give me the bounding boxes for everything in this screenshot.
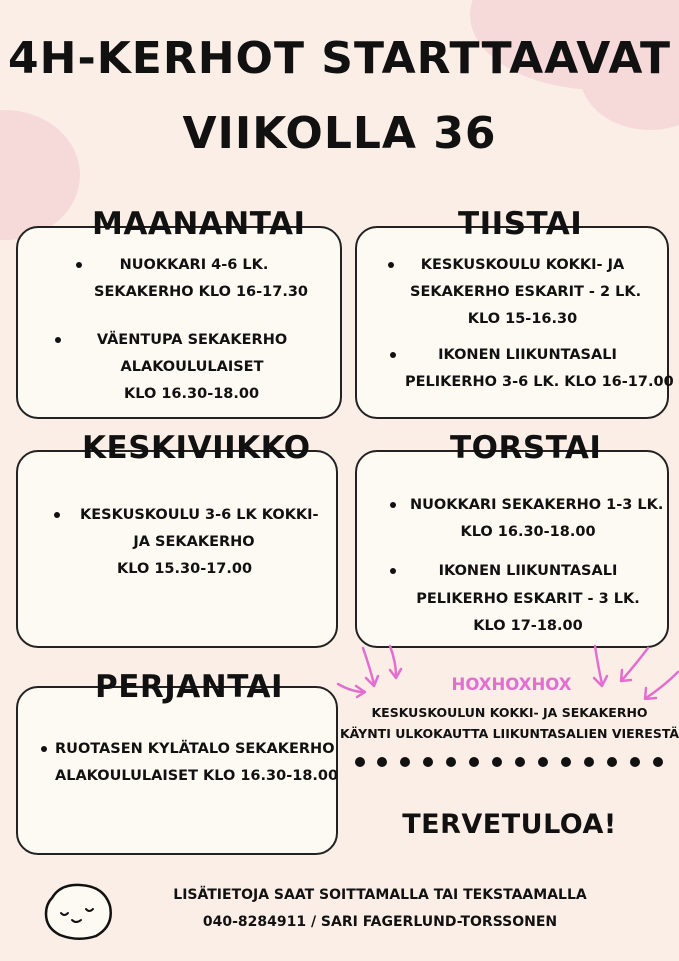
tuesday-item1-line1: KESKUSKOULU KOKKI- JA [420, 257, 625, 273]
notice-heading: HOXHOXHOX [451, 675, 572, 694]
thursday-item2-line2: PELIKERHO ESKARIT - 3 LK. [416, 591, 640, 607]
notice-line1: KESKUSKOULUN KOKKI- JA SEKAKERHO [371, 705, 648, 720]
list-bullet [54, 512, 60, 518]
footer-line2: 040-8284911 / SARI FAGERLUND-TORSSONEN [202, 914, 558, 930]
list-bullet [55, 337, 61, 343]
page-title-line1: 4H-KERHOT STARTTAAVAT [8, 33, 671, 84]
friday-item1-line1: RUOTASEN KYLÄTALO SEKAKERHO [55, 741, 335, 757]
list-bullet [390, 352, 396, 358]
notice-line2: KÄYNTI ULKOKAUTTA LIIKUNTASALIEN VIERESTÄ [340, 726, 679, 741]
friday-item1-line2: ALAKOULULAISET KLO 16.30-18.00 [55, 768, 339, 784]
list-bullet [390, 502, 396, 508]
day-heading-tuesday: TIISTAI [458, 206, 583, 242]
thursday-item1-line2: KLO 16.30-18.00 [460, 524, 596, 540]
tuesday-item1-line3: KLO 15-16.30 [467, 311, 578, 327]
monday-item2-line1: VÄENTUPA SEKAKERHO [96, 332, 288, 348]
day-heading-friday: PERJANTAI [95, 669, 284, 705]
list-bullet [41, 746, 47, 752]
list-bullet [390, 568, 396, 574]
list-bullet [388, 262, 394, 268]
monday-item2-line2: ALAKOULULAISET [120, 359, 264, 375]
monday-item1-line2: SEKAKERHO KLO 16-17.30 [94, 284, 309, 300]
footer-line1: LISÄTIETOJA SAAT SOITTAMALLA TAI TEKSTAAMALLA [173, 887, 587, 903]
monday-item2-line3: KLO 16.30-18.00 [124, 386, 260, 402]
thursday-item1-line1: NUOKKARI SEKAKERHO 1-3 LK. [410, 497, 664, 513]
thursday-item2-line1: IKONEN LIIKUNTASALI [438, 563, 618, 579]
thursday-item2-line3: KLO 17-18.00 [473, 618, 583, 634]
list-bullet [76, 262, 82, 268]
day-heading-wednesday: KESKIVIIKKO [82, 430, 311, 466]
welcome-text: TERVETULOA! [402, 809, 617, 840]
page-title-line2: VIIKOLLA 36 [182, 108, 497, 159]
tuesday-item2-line1: IKONEN LIIKUNTASALI [438, 347, 617, 363]
wednesday-item1-line2: JA SEKAKERHO [133, 534, 255, 550]
wednesday-item1-line1: KESKUSKOULU 3-6 LK KOKKI- [80, 507, 319, 523]
smiling-face-icon [42, 880, 116, 942]
tuesday-item1-line2: SEKAKERHO ESKARIT - 2 LK. [410, 284, 642, 300]
day-heading-monday: MAANANTAI [92, 206, 306, 242]
monday-item1-line1: NUOKKARI 4-6 LK. [119, 257, 269, 273]
day-heading-thursday: TORSTAI [450, 430, 602, 466]
wednesday-item1-line3: KLO 15.30-17.00 [117, 561, 253, 577]
tuesday-item2-line2: PELIKERHO 3-6 LK. KLO 16-17.00 [405, 374, 674, 390]
